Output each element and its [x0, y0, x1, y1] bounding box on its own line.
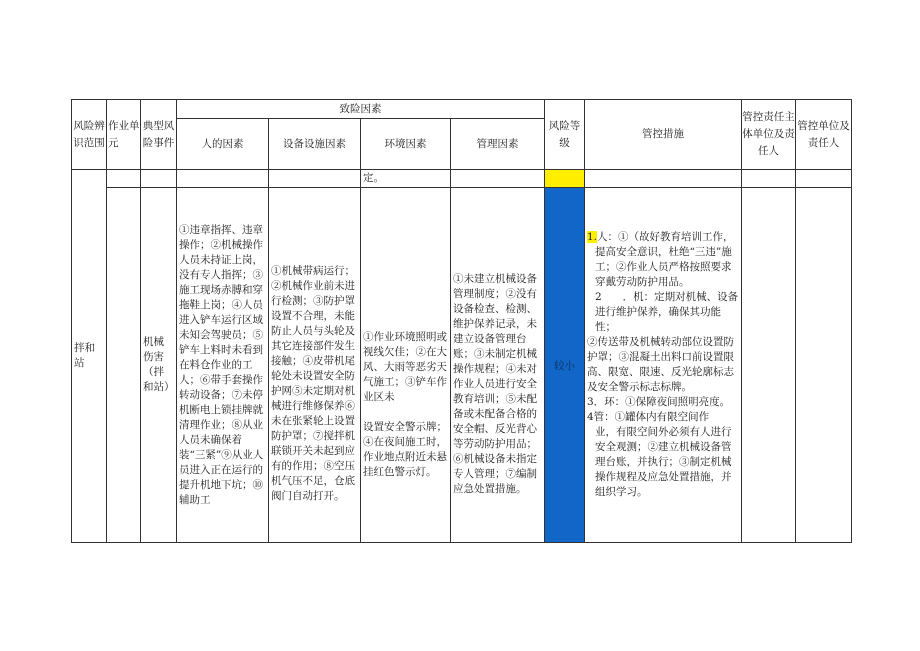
event-cell	[141, 188, 177, 543]
subject-cell-carry	[742, 170, 796, 188]
scope-cell	[72, 170, 107, 543]
header-human-factors: 人的因素	[177, 119, 269, 170]
header-work-unit: 作业单元	[107, 100, 141, 170]
work-unit-cell	[107, 188, 141, 543]
management-factors-text: ①未建立机械设备管理制度；②没有设备检查、检测、维护保养记录，未建立设备管理台账；③未制定机械操作规程；④未对作业人员进行安全教育培训；⑤未配备或未配备合格的安全帽、反光背心等劳动防护用品；⑥机械设备未指定专人管理；⑦编制应急处置措施。	[453, 272, 537, 495]
event-cell-carry	[141, 170, 177, 188]
carry-over-row	[72, 170, 852, 188]
header-control-unit: 管控单位及责任人	[796, 100, 852, 170]
measure-text: 3．环：①保障夜间照明亮度。	[587, 396, 731, 408]
control-measure-line	[587, 230, 739, 245]
control-measure-line	[587, 290, 739, 335]
risk-level-cell	[545, 188, 585, 543]
header-control-measures: 管控措施	[585, 100, 742, 170]
risk-row	[72, 188, 852, 543]
header-responsible-subject: 管控责任主体单位及责任人	[742, 100, 796, 170]
measure-number-highlight: 1.	[587, 231, 598, 243]
event-text: 机械伤害（拌和站）	[143, 336, 175, 393]
measure-text: 2 ．机：定期对机械、设备进行维护保养，确保其功能性；	[595, 291, 739, 333]
human-factors-text: ①违章指挥、违章操作；②机械操作人员未持证上岗，没有专人指挥；③施工现场赤膊和穿拖鞋上岗；④人员进入铲车运行区域未知会驾驶员；⑤铲车上料时未看到在料仓作业的工人；⑥带手套操作转动设备；⑦未停机断电上锁挂牌就清理作业；⑧从业人员未确保着装“三紧”⑨从业人员进入正在运行的提升机地下坑；⑩辅助工	[179, 223, 264, 506]
header-risk-level: 风险等级	[545, 100, 585, 170]
measures-cell-carry	[585, 170, 742, 188]
measure-text: 业，有限空间外必须有人进行安全观测；②建立机械设备管理台账，并执行；③制定机械操作规程及应急处置措施，并组织学习。	[595, 426, 732, 498]
work-unit-cell-carry	[107, 170, 141, 188]
header-environment-factors: 环境因素	[361, 119, 451, 170]
environment-factors-text-b: 设置安全警示牌；④在夜间施工时，作业地点附近未悬挂红色警示灯。	[363, 421, 447, 478]
human-factors-cell	[177, 188, 269, 543]
measure-text: 提高安全意识，杜绝“三违”施工；②作业人员严格按照要求穿戴劳动防护用品。	[595, 246, 732, 288]
header-equipment-factors: 设备设施因素	[269, 119, 361, 170]
header-risk-causes: 致险因素	[177, 100, 545, 119]
header-management-factors: 管理因素	[451, 119, 545, 170]
equipment-cell-carry	[269, 170, 361, 188]
scope-text: 拌和站	[74, 342, 95, 369]
header-scope: 风险辨识范围	[72, 100, 107, 170]
human-cell-carry	[177, 170, 269, 188]
measure-text: 4管：①罐体内有限空间作	[587, 411, 710, 423]
measure-text: ②传送带及机械转动部位设置防护罩；③混凝土出料口前设置限高、限宽、限速、反光轮廓标志及安全警示标志标牌。	[587, 336, 734, 393]
environment-factors-cell	[361, 188, 451, 543]
header-typical-event: 典型风险事件	[141, 100, 177, 170]
unit-person-cell-carry	[796, 170, 852, 188]
environment-carry-text: 定。	[363, 172, 384, 184]
control-measure-line	[587, 335, 739, 395]
control-measure-line	[587, 410, 739, 425]
control-measure-line	[587, 245, 739, 290]
control-measures-list	[585, 230, 741, 500]
management-factors-cell	[451, 188, 545, 543]
environment-cell-carry	[361, 170, 451, 188]
risk-level-text: 较小	[554, 359, 575, 372]
responsible-subject-cell	[742, 188, 796, 543]
risk-identification-table	[71, 99, 852, 543]
control-measure-line	[587, 425, 739, 500]
equipment-factors-cell	[269, 188, 361, 543]
equipment-factors-text: ①机械带病运行；②机械作业前未进行检测；③防护罩设置不合理，未能防止人员与头轮及其它连接部件发生接触；④皮带机尾轮处未设置安全防护网⑤未定期对机械进行维修保养⑥未在张紧轮上设置防护罩；⑦搅拌机联锁开关未起到应有的作用；⑧空压机气压不足，仓底阀门自动打开。	[271, 265, 355, 502]
management-cell-carry	[451, 170, 545, 188]
control-measure-line	[587, 395, 739, 410]
measure-text: 人：①（故好教育培训工作，	[597, 231, 734, 243]
environment-factors-text-a: ①作业环境照明或视线欠佳；②在大风、大雨等恶劣天气施工；③铲车作业区未	[363, 331, 447, 403]
control-measures-cell	[585, 188, 742, 543]
risk-level-cell-carry	[545, 170, 585, 188]
risk-identification-table-sheet	[71, 99, 851, 544]
control-unit-cell	[796, 188, 852, 543]
